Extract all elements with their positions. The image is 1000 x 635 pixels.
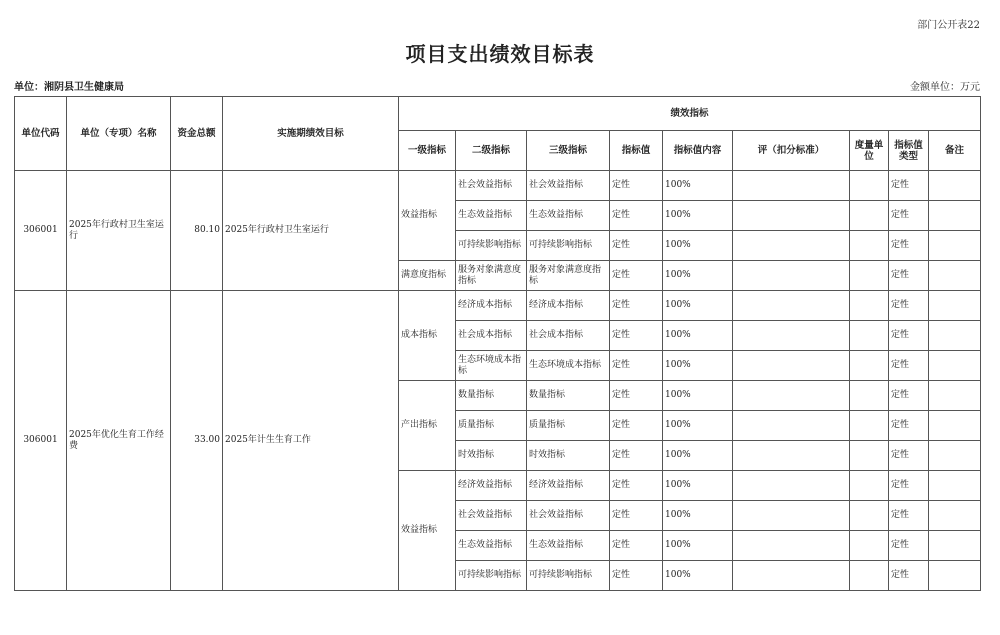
- ind-content-cell: 100%: [663, 561, 733, 591]
- criteria-cell: [733, 201, 850, 231]
- ind-value-cell: 定性: [610, 351, 663, 381]
- value-type-cell: 定性: [889, 501, 929, 531]
- remark-cell: [929, 531, 981, 561]
- remark-cell: [929, 171, 981, 201]
- value-type-cell: 定性: [889, 411, 929, 441]
- value-type-cell: 定性: [889, 291, 929, 321]
- page-title: 项目支出绩效目标表: [405, 42, 595, 66]
- criteria-cell: [733, 351, 850, 381]
- measure-unit-cell: [850, 411, 889, 441]
- level1-cell: 满意度指标: [399, 261, 456, 291]
- money-unit-label: 金额单位：万元: [910, 82, 980, 93]
- criteria-cell: [733, 531, 850, 561]
- level3-cell: 服务对象满意度指标: [527, 261, 610, 291]
- measure-unit-cell: [850, 351, 889, 381]
- level2-cell: 可持续影响指标: [456, 561, 527, 591]
- ind-value-cell: 定性: [610, 171, 663, 201]
- ind-content-cell: 100%: [663, 201, 733, 231]
- measure-unit-cell: [850, 531, 889, 561]
- col-remark: 备注: [929, 131, 981, 171]
- criteria-cell: [733, 231, 850, 261]
- value-type-cell: 定性: [889, 561, 929, 591]
- unit-name-cell: 2025年优化生育工作经费: [67, 291, 171, 591]
- level3-cell: 经济成本指标: [527, 291, 610, 321]
- level2-cell: 生态环境成本指标: [456, 351, 527, 381]
- ind-content-cell: 100%: [663, 351, 733, 381]
- col-unit-name: 单位（专项）名称: [67, 97, 171, 171]
- ind-value-cell: 定性: [610, 201, 663, 231]
- value-type-cell: 定性: [889, 261, 929, 291]
- col-level3: 三级指标: [527, 131, 610, 171]
- ind-value-cell: 定性: [610, 531, 663, 561]
- table-row: [15, 171, 981, 201]
- ind-value-cell: 定性: [610, 411, 663, 441]
- amount-cell: 33.00: [171, 291, 223, 591]
- value-type-cell: 定性: [889, 351, 929, 381]
- criteria-cell: [733, 291, 850, 321]
- ind-value-cell: 定性: [610, 261, 663, 291]
- remark-cell: [929, 561, 981, 591]
- value-type-cell: 定性: [889, 171, 929, 201]
- level2-cell: 社会效益指标: [456, 501, 527, 531]
- unit-name-cell: 2025年行政村卫生室运行: [67, 171, 171, 291]
- remark-cell: [929, 201, 981, 231]
- level3-cell: 生态效益指标: [527, 201, 610, 231]
- ind-content-cell: 100%: [663, 261, 733, 291]
- measure-unit-cell: [850, 471, 889, 501]
- level2-cell: 经济成本指标: [456, 291, 527, 321]
- col-measure-unit: 度量单位: [850, 131, 889, 171]
- value-type-cell: 定性: [889, 231, 929, 261]
- level3-cell: 可持续影响指标: [527, 231, 610, 261]
- criteria-cell: [733, 171, 850, 201]
- ind-content-cell: 100%: [663, 441, 733, 471]
- ind-value-cell: 定性: [610, 501, 663, 531]
- remark-cell: [929, 441, 981, 471]
- ind-content-cell: 100%: [663, 291, 733, 321]
- value-type-cell: 定性: [889, 201, 929, 231]
- col-unit-code: 单位代码: [15, 97, 67, 171]
- remark-cell: [929, 381, 981, 411]
- remark-cell: [929, 261, 981, 291]
- page-code: 部门公开表22: [917, 20, 980, 31]
- measure-unit-cell: [850, 381, 889, 411]
- ind-value-cell: 定性: [610, 381, 663, 411]
- value-type-cell: 定性: [889, 321, 929, 351]
- ind-value-cell: 定性: [610, 231, 663, 261]
- value-type-cell: 定性: [889, 531, 929, 561]
- criteria-cell: [733, 381, 850, 411]
- criteria-cell: [733, 471, 850, 501]
- criteria-cell: [733, 261, 850, 291]
- level3-cell: 质量指标: [527, 411, 610, 441]
- unit-code-cell: 306001: [15, 291, 67, 591]
- measure-unit-cell: [850, 561, 889, 591]
- ind-content-cell: 100%: [663, 381, 733, 411]
- ind-content-cell: 100%: [663, 531, 733, 561]
- remark-cell: [929, 351, 981, 381]
- col-value-type: 指标值类型: [889, 131, 929, 171]
- level3-cell: 数量指标: [527, 381, 610, 411]
- remark-cell: [929, 471, 981, 501]
- amount-cell: 80.10: [171, 171, 223, 291]
- col-ind-content: 指标值内容: [663, 131, 733, 171]
- level2-cell: 数量指标: [456, 381, 527, 411]
- level2-cell: 可持续影响指标: [456, 231, 527, 261]
- level3-cell: 经济效益指标: [527, 471, 610, 501]
- unit-code-cell: 306001: [15, 171, 67, 291]
- measure-unit-cell: [850, 201, 889, 231]
- ind-content-cell: 100%: [663, 321, 733, 351]
- ind-content-cell: 100%: [663, 171, 733, 201]
- ind-value-cell: 定性: [610, 471, 663, 501]
- level1-cell: 效益指标: [399, 471, 456, 591]
- level3-cell: 社会效益指标: [527, 501, 610, 531]
- level2-cell: 生态效益指标: [456, 531, 527, 561]
- level2-cell: 社会效益指标: [456, 171, 527, 201]
- measure-unit-cell: [850, 261, 889, 291]
- criteria-cell: [733, 561, 850, 591]
- unit-label: 单位：湘阴县卫生健康局: [14, 82, 124, 93]
- col-perf-indicators: 绩效指标: [399, 97, 981, 131]
- level2-cell: 经济效益指标: [456, 471, 527, 501]
- level2-cell: 服务对象满意度指标: [456, 261, 527, 291]
- col-target: 实施期绩效目标: [223, 97, 399, 171]
- level3-cell: 生态环境成本指标: [527, 351, 610, 381]
- measure-unit-cell: [850, 291, 889, 321]
- level3-cell: 可持续影响指标: [527, 561, 610, 591]
- remark-cell: [929, 321, 981, 351]
- criteria-cell: [733, 501, 850, 531]
- criteria-cell: [733, 321, 850, 351]
- value-type-cell: 定性: [889, 441, 929, 471]
- level2-cell: 社会成本指标: [456, 321, 527, 351]
- remark-cell: [929, 291, 981, 321]
- ind-content-cell: 100%: [663, 231, 733, 261]
- measure-unit-cell: [850, 501, 889, 531]
- ind-value-cell: 定性: [610, 561, 663, 591]
- criteria-cell: [733, 411, 850, 441]
- remark-cell: [929, 231, 981, 261]
- measure-unit-cell: [850, 321, 889, 351]
- performance-target-table: [14, 96, 981, 591]
- col-level2: 二级指标: [456, 131, 527, 171]
- criteria-cell: [733, 441, 850, 471]
- col-level1: 一级指标: [399, 131, 456, 171]
- measure-unit-cell: [850, 441, 889, 471]
- level3-cell: 生态效益指标: [527, 531, 610, 561]
- value-type-cell: 定性: [889, 471, 929, 501]
- table-row: [15, 291, 981, 321]
- value-type-cell: 定性: [889, 381, 929, 411]
- target-cell: 2025年行政村卫生室运行: [223, 171, 399, 291]
- ind-value-cell: 定性: [610, 441, 663, 471]
- col-criteria: 评（扣分标准）: [733, 131, 850, 171]
- col-total-funds: 资金总额: [171, 97, 223, 171]
- level1-cell: 成本指标: [399, 291, 456, 381]
- ind-value-cell: 定性: [610, 321, 663, 351]
- level2-cell: 质量指标: [456, 411, 527, 441]
- ind-content-cell: 100%: [663, 411, 733, 441]
- target-cell: 2025年计生生育工作: [223, 291, 399, 591]
- level3-cell: 社会效益指标: [527, 171, 610, 201]
- level2-cell: 时效指标: [456, 441, 527, 471]
- measure-unit-cell: [850, 171, 889, 201]
- level2-cell: 生态效益指标: [456, 201, 527, 231]
- remark-cell: [929, 411, 981, 441]
- level1-cell: 产出指标: [399, 381, 456, 471]
- ind-value-cell: 定性: [610, 291, 663, 321]
- remark-cell: [929, 501, 981, 531]
- level3-cell: 社会成本指标: [527, 321, 610, 351]
- col-ind-value: 指标值: [610, 131, 663, 171]
- ind-content-cell: 100%: [663, 501, 733, 531]
- level3-cell: 时效指标: [527, 441, 610, 471]
- level1-cell: 效益指标: [399, 171, 456, 261]
- measure-unit-cell: [850, 231, 889, 261]
- ind-content-cell: 100%: [663, 471, 733, 501]
